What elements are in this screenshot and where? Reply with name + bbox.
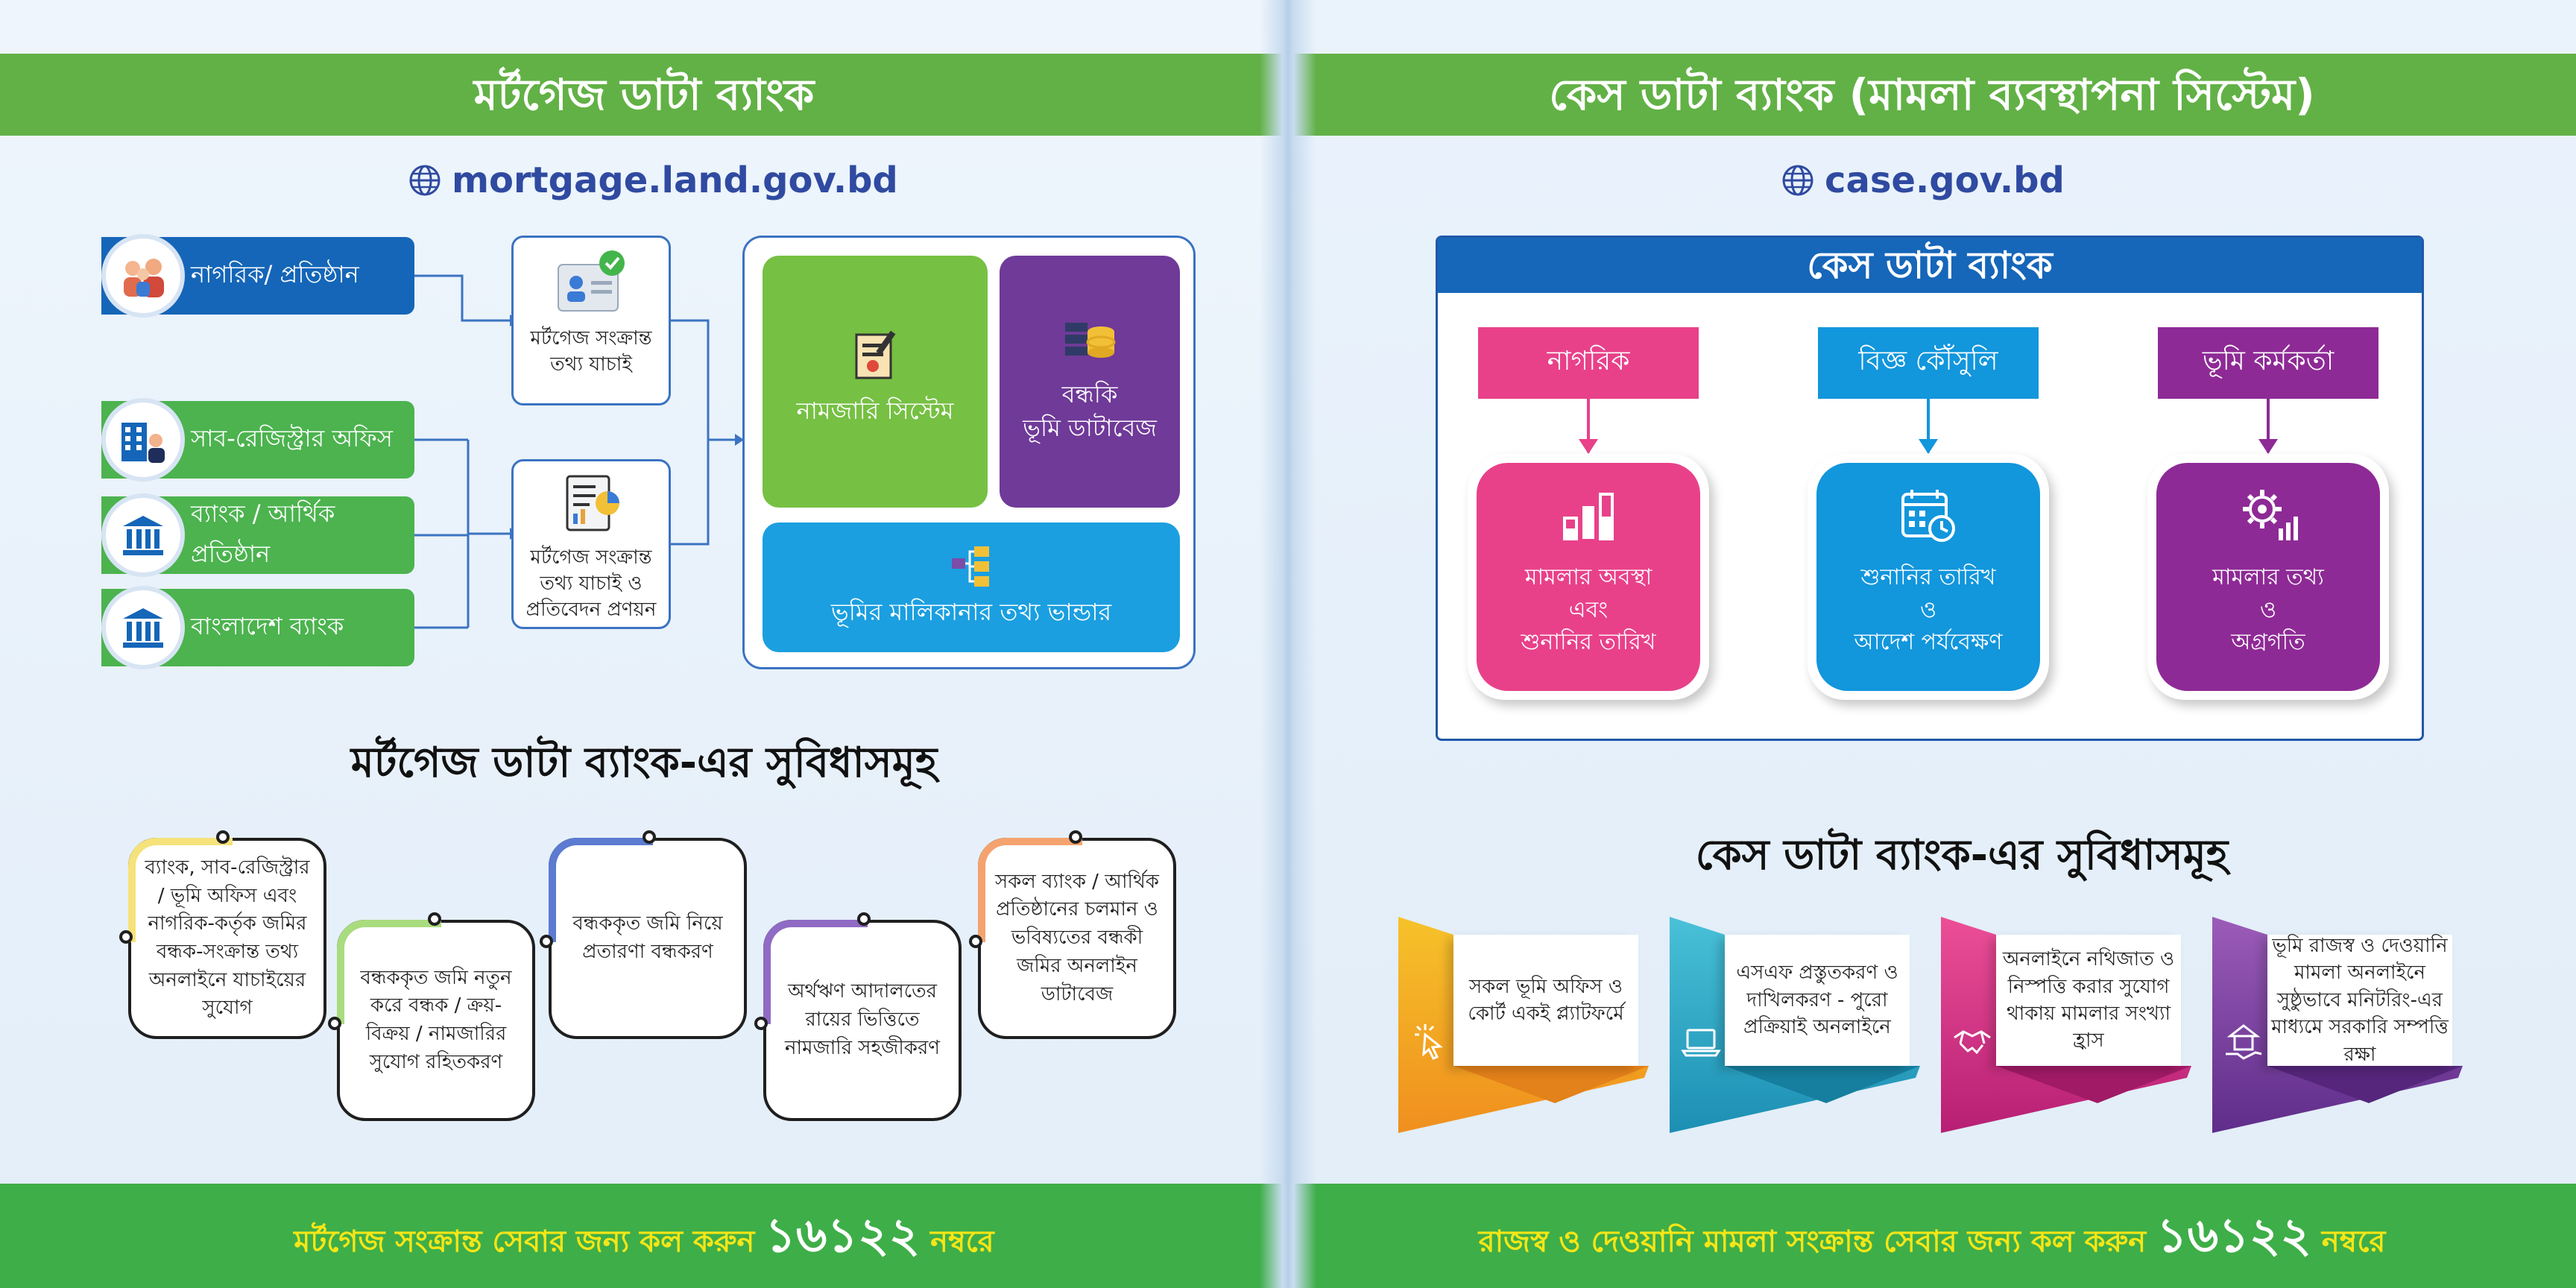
mortgage-header-title: মর্টগেজ ডাটা ব্যাংক (473, 69, 815, 120)
role-citizen[interactable] (1478, 327, 1699, 399)
source-label: ব্যাংক / আর্থিক প্রতিষ্ঠান (191, 499, 335, 568)
case-header (1288, 54, 2576, 136)
mortgage-hotline[interactable] (0, 1184, 1288, 1288)
footer-text: রাজস্ব ও দেওয়ানি মামলা সংক্রান্ত সেবার জন্য কল করুন (1478, 1225, 2147, 1259)
benefit-text: সকল ব্যাংক / আর্থিক প্রতিষ্ঠানের চলমান ও ভবিষ্যতের বন্ধকী জমির অনলাইন ডাটাবেজ (994, 870, 1160, 1006)
verify-box-1 (511, 236, 671, 405)
case-card-label: মামলার তথ্য ও অগ্রগতি (2212, 564, 2324, 655)
footer-text: মর্টগেজ সংক্রান্ত সেবার জন্য কল করুন (294, 1225, 755, 1259)
arrow-down-icon (1927, 399, 1930, 452)
footer-suffix: নম্বরে (930, 1225, 994, 1259)
report-icon (555, 470, 627, 537)
benefit-text: ভূমি রাজস্ব ও দেওয়ানি মামলা অনলাইনে সুষ্ঠুভাবে মনিটরিং-এর মাধ্যমে সরকারি সম্পত্তি রক্ষা (2267, 935, 2452, 1066)
benefit-text: অর্থঋণ আদালতের রায়ের ভিত্তিতে নামজারি সহজীকরণ (784, 980, 941, 1059)
role-label: নাগরিক (1547, 346, 1630, 376)
role-lawyer[interactable] (1818, 327, 2039, 399)
case-card-label: মামলার অবস্থা এবং শুনানির তারিখ (1521, 564, 1656, 655)
land-systems-frame (742, 236, 1196, 669)
benefit-text: বন্ধককৃত জমি নতুন করে বন্ধক / ক্রয়-বিক্রয় / নামজারির সুযোগ রহিতকরণ (360, 966, 512, 1073)
case-card-citizen[interactable] (1468, 454, 1709, 700)
connector-dot (1069, 830, 1082, 844)
benefit-text: ব্যাংক, সাব-রেজিস্ট্রার / ভূমি অফিস এবং নাগরিক-কর্তৃক জমির বন্ধক-সংক্রান্ত তথ্য অনলাইনে যাচাইয়ের সুযোগ (145, 856, 310, 1020)
case-url-text: case.gov.bd (1825, 160, 2065, 201)
folder-tree-icon (946, 543, 994, 588)
case-footer (1288, 1184, 2576, 1288)
source-label: নাগরিক/ প্রতিষ্ঠান (191, 260, 359, 288)
house-hand-icon (2223, 1021, 2264, 1063)
calendar-clock-icon (1898, 485, 1958, 545)
case-url[interactable] (1781, 160, 2065, 201)
mortgage-url-text: mortgage.land.gov.bd (452, 160, 898, 201)
mortgage-benefit-card (128, 838, 326, 1039)
globe-icon (1781, 164, 1814, 197)
case-benefits-title: কেস ডাটা ব্যাংক-এর সুবিধাসমূহ (1695, 831, 2229, 880)
source-label: বাংলাদেশ ব্যাংক (191, 612, 344, 640)
case-box-title: কেস ডাটা ব্যাংক (1438, 238, 2422, 293)
hotline-number: ১৬১২২ (2156, 1208, 2311, 1263)
connector-dot (969, 935, 982, 948)
mortgage-benefit-card (337, 920, 535, 1121)
arrow-down-icon (2267, 399, 2270, 452)
connector-dot (119, 930, 133, 944)
case-hotline[interactable] (1288, 1184, 2576, 1288)
tile-ownership[interactable] (763, 523, 1180, 652)
tile-namjari[interactable] (763, 256, 988, 508)
handshake-icon (1951, 1021, 1993, 1063)
case-benefit-card (1941, 917, 2191, 1133)
tile-mortgaged-db-label: বন্ধকি ভূমি ডাটাবেজ (1023, 380, 1157, 442)
arrow-down-icon (1587, 399, 1590, 452)
page-spine (1260, 0, 1316, 1288)
benefit-text: অনলাইনে নথিজাত ও নিস্পত্তি করার সুযোগ থাকায় মামলার সংখ্যা হ্রাস (1996, 935, 2181, 1066)
benefit-text: বন্ধককৃত জমি নিয়ে প্রতারণা বন্ধকরণ (572, 912, 723, 963)
tile-ownership-label: ভূমির মালিকানার তথ্য ভান্ডার (830, 598, 1112, 626)
role-label: ভূমি কর্মকর্তা (2202, 346, 2334, 376)
verify-label-2: মর্টগেজ সংক্রান্ত তথ্য যাচাই ও প্রতিবেদন প্রণয়ন (525, 546, 657, 622)
verify-box-2 (511, 459, 671, 629)
case-benefit-card (2212, 917, 2463, 1133)
case-card-land-officer[interactable] (2147, 454, 2389, 700)
case-card-label: শুনানির তারিখ ও আদেশ পর্যবেক্ষণ (1854, 564, 2003, 655)
tile-mortgaged-db[interactable] (1000, 256, 1180, 508)
role-land-officer[interactable] (2158, 327, 2378, 399)
case-card-lawyer[interactable] (1808, 454, 2049, 700)
mortgage-benefit-card (978, 838, 1176, 1039)
connector-dot (643, 830, 656, 844)
bar-chart-icon (1559, 485, 1618, 545)
mortgage-benefit-card (549, 838, 747, 1039)
click-icon (1409, 1021, 1450, 1063)
database-icon (1062, 317, 1119, 369)
role-label: বিজ্ঞ কৌঁসুলি (1858, 346, 1998, 376)
connector-dot (328, 1017, 341, 1030)
laptop-icon (1680, 1021, 1722, 1063)
connector-dot (754, 1017, 768, 1030)
connector-dot (540, 935, 553, 948)
case-benefit-card (1398, 917, 1649, 1133)
source-label: সাব-রেজিস্ট্রার অফিস (191, 424, 393, 452)
document-seal-icon (846, 327, 904, 385)
gear-progress-icon (2238, 485, 2298, 545)
case-data-bank-box (1436, 236, 2424, 741)
id-check-icon (552, 247, 630, 318)
footer-suffix: নম্বরে (2321, 1225, 2386, 1259)
mortgage-benefits-title: মর্টগেজ ডাটা ব্যাংক-এর সুবিধাসমূহ (350, 739, 938, 787)
mortgage-benefit-card (763, 920, 962, 1121)
benefit-text: সকল ভূমি অফিস ও কোর্ট একই প্ল্যাটফর্মে (1453, 935, 1638, 1066)
hotline-number: ১৬১২২ (765, 1208, 921, 1263)
verify-label-1: মর্টগেজ সংক্রান্ত তথ্য যাচাই (530, 327, 652, 376)
mortgage-footer (0, 1184, 1288, 1288)
case-benefit-card (1670, 917, 1920, 1133)
case-header-title: কেস ডাটা ব্যাংক (মামলা ব্যবস্থাপনা সিস্টেম) (1549, 69, 2315, 120)
connector-dot (857, 912, 871, 926)
connector-dot (428, 912, 441, 926)
connector-dot (216, 830, 230, 844)
tile-namjari-label: নামজারি সিস্টেম (796, 397, 954, 425)
benefit-text: এসএফ প্রস্তুতকরণ ও দাখিলকরণ - পুরো প্রক্রিয়াই অনলাইনে (1725, 935, 1910, 1066)
